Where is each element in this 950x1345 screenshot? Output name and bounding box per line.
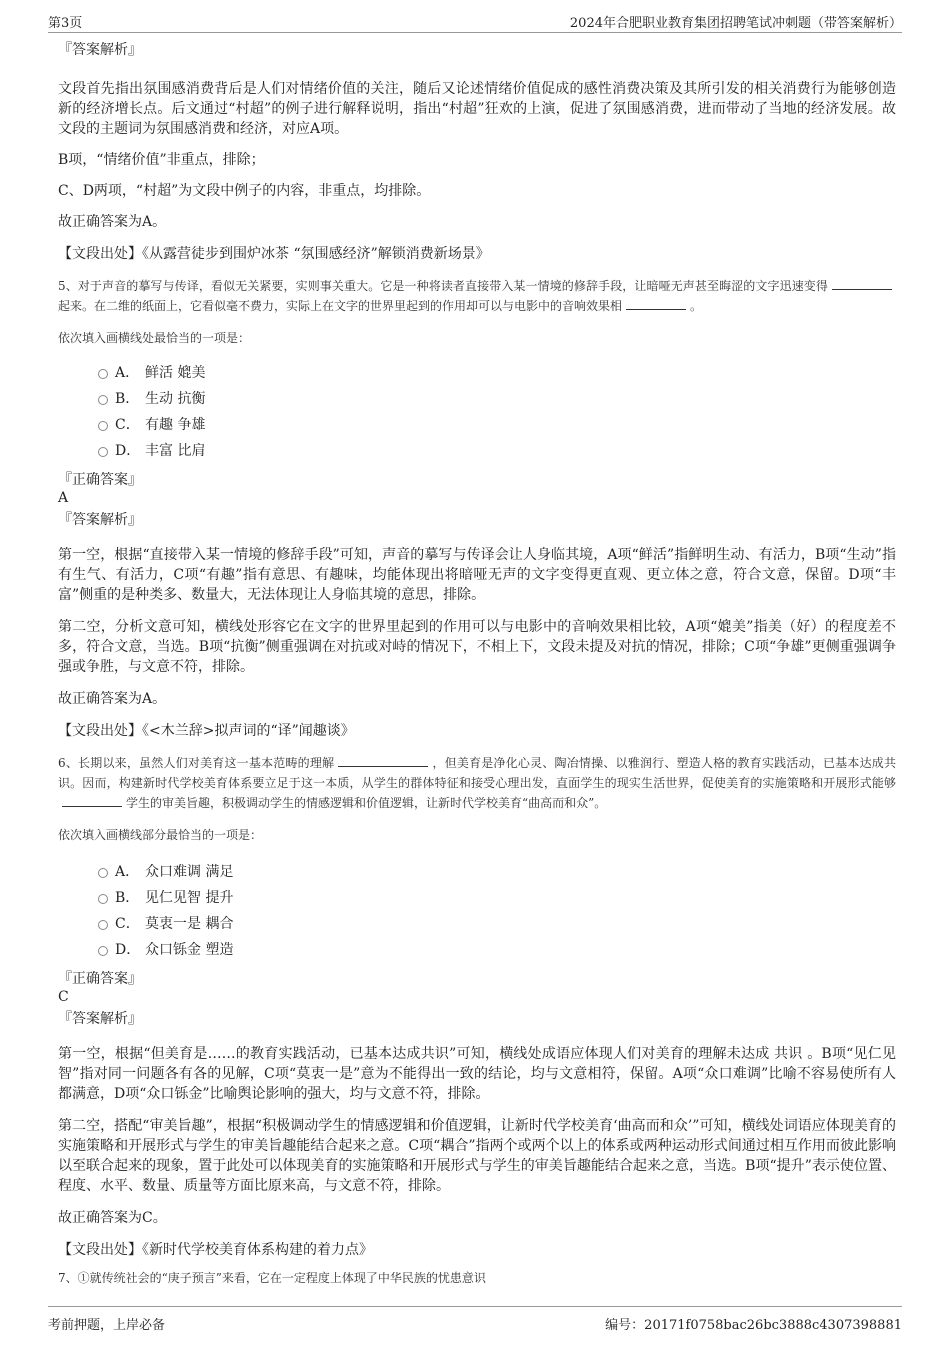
q5-correct-label: 『正确答案』: [58, 472, 142, 488]
q5-blank-1: [832, 277, 892, 290]
q6-correct-label: 『正确答案』: [58, 971, 142, 987]
option-text: 见仁见智 提升: [145, 890, 234, 906]
q5-analysis-p1: 第一空，根据“直接带入某一情境的修辞手段”可知，声音的摹写与传译会让人身临其境，A项“鲜活”指鲜明生动、有活力，B项“生动”指有生气、有活力，C项“有趣”指有意思、有趣味，均能体现出将暗哑无声的文字变得更直观、更立体之意，符合文意，保留。D项“丰富”侧重的是种类多、数量大，无法体现让人身临其境的意思，排除。: [58, 547, 896, 603]
document-title: 2024年合肥职业教育集团招聘笔试冲刺题（带答案解析）: [569, 16, 902, 31]
q4-analysis-p1: 文段首先指出氛围感消费背后是人们对情绪价值的关注，随后又论述情绪价值促成的感性消费决策及其所引发的相关消费行为能够创造新的经济增长点。后文通过“村超”的例子进行解释说明，指出“村超”狂欢的上演，促进了氛围感消费，进而带动了当地的经济发展。故文段的主题词为氛围感消费和经济，对应A项。: [58, 81, 896, 137]
q6-blank-1: [338, 754, 428, 767]
q5-option-a[interactable]: [58, 360, 896, 386]
q6-analysis-label: 『答案解析』: [58, 1011, 142, 1027]
page-header: [48, 10, 902, 33]
q5-stem: [58, 276, 896, 316]
q4-analysis-p2: B项，“情绪价值”非重点，排除；: [58, 152, 265, 168]
q6-analysis-p2: 第二空，搭配“审美旨趣”，根据“积极调动学生的情感逻辑和价值逻辑，让新时代学校美育‘曲高而和众’”可知，横线处词语应体现美育的实施策略和开展形式与学生的审美旨趣能结合起来之意。C项“耦合”指两个或两个以上的体系或两种运动形式间通过相互作用而彼此影响以至联合起来的现象，置于此处可以体现美育的实施策略和开展形式与学生的审美旨趣能结合起来之意，当选。B项“提升”表示使位置、程度、水平、数量、质量等方面比原来高，与文意不符，排除。: [58, 1118, 896, 1194]
q6-stem-part-c: 学生的审美旨趣，积极调动学生的情感逻辑和价值逻辑，让新时代学校美育“曲高而和众”。: [126, 796, 607, 810]
q5-blank-2: [626, 297, 686, 310]
q6-source: 【文段出处】《新时代学校美育体系构建的着力点》: [58, 1242, 373, 1258]
option-text: 鲜活 媲美: [145, 365, 206, 381]
q4-source: 【文段出处】《从露营徒步到围炉冰茶 “氛围感经济”解锁消费新场景》: [58, 246, 490, 262]
q5-option-c[interactable]: [58, 412, 896, 438]
q6-stem: [58, 753, 896, 813]
q5-option-b[interactable]: [58, 386, 896, 412]
option-text: 有趣 争雄: [145, 417, 206, 433]
q5-analysis-p2: 第二空，分析文意可知，横线处形容它在文字的世界里起到的作用可以与电影中的音响效果相比较，A项“媲美”指美（好）的程度差不多，符合文意，当选。B项“抗衡”侧重强调在对抗或对峙的情况下，不相上下，文段未提及对抗的情况，排除；C项“争雄”更侧重强调争强或争胜，与文意不符，排除。: [58, 619, 896, 675]
q5-source: 【文段出处】《<木兰辞>拟声词的“译”闻趣谈》: [58, 723, 355, 739]
footer-slogan: 考前押题，上岸必备: [48, 1318, 166, 1333]
q5-analysis-label: 『答案解析』: [58, 512, 142, 528]
q4-analysis-p3: C、D两项，“村超”为文段中例子的内容，非重点，均排除。: [58, 183, 431, 199]
q4-conclusion: 故正确答案为A。: [58, 214, 167, 230]
radio-icon[interactable]: [98, 946, 108, 956]
document-code: 编号：20171f0758bac26bc3888c4307398881: [605, 1318, 902, 1333]
option-text: 众口难调 满足: [145, 864, 234, 880]
option-letter: A．: [115, 365, 140, 381]
option-text: 生动 抗衡: [145, 391, 206, 407]
q7-stem: 7、①就传统社会的“庚子预言”来看，它在一定程度上体现了中华民族的忧患意识: [58, 1271, 486, 1285]
q5-options: [58, 360, 896, 464]
document-body: [58, 40, 896, 1288]
radio-icon[interactable]: [98, 920, 108, 930]
q6-instruction: 依次填入画横线部分最恰当的一项是：: [58, 828, 263, 842]
q6-option-b[interactable]: [58, 885, 896, 911]
option-text: 丰富 比肩: [145, 443, 206, 459]
radio-icon[interactable]: [98, 868, 108, 878]
q5-option-d[interactable]: [58, 438, 896, 464]
option-letter: A．: [115, 864, 140, 880]
option-letter: B．: [115, 391, 140, 407]
page-footer: [48, 1306, 902, 1335]
radio-icon[interactable]: [98, 421, 108, 431]
option-letter: B．: [115, 890, 140, 906]
q5-instruction: 依次填入画横线处最恰当的一项是：: [58, 331, 251, 345]
q6-conclusion: 故正确答案为C。: [58, 1210, 167, 1226]
q6-options: [58, 859, 896, 963]
radio-icon[interactable]: [98, 447, 108, 457]
option-letter: D．: [115, 443, 141, 459]
page-number: 第3页: [48, 16, 83, 31]
q6-blank-2: [62, 794, 122, 807]
q6-stem-part-b: ，但美育是净化心灵、陶冶情操、以雅润行、塑造人格的教育实践活动，已基本达成共识。因而，构建新时代学校美育体系要立足于这一本质，从学生的群体特征和接受心理出发，直面学生的现实生活世界，促使美育的实施策略和开展形式能够: [58, 756, 896, 790]
radio-icon[interactable]: [98, 369, 108, 379]
q5-conclusion: 故正确答案为A。: [58, 691, 167, 707]
q6-option-a[interactable]: [58, 859, 896, 885]
q5-stem-part-a: 5、对于声音的摹写与传译，看似无关紧要，实则事关重大。它是一种将读者直接带入某一情境的修辞手段，让暗哑无声甚至晦涩的文字迅速变得: [58, 279, 828, 293]
q6-analysis-p1: 第一空，根据“但美育是……的教育实践活动，已基本达成共识”可知，横线处成语应体现人们对美育的理解未达成 共识 。B项“见仁见智”指对同一问题各有各的见解，C项“莫衷一是”意为不能得出一致的结论，均与文意相符，保留。A项“众口难调”比喻不容易使所有人都满意，D项“众口铄金”比喻舆论影响的强大，均与文意不符，排除。: [58, 1046, 896, 1102]
option-letter: C．: [115, 417, 140, 433]
q6-stem-part-a: 6、长期以来，虽然人们对美育这一基本范畴的理解: [58, 756, 335, 770]
radio-icon[interactable]: [98, 894, 108, 904]
q4-analysis-label: 『答案解析』: [58, 42, 142, 58]
option-text: 众口铄金 塑造: [145, 942, 234, 958]
option-letter: C．: [115, 916, 140, 932]
option-text: 莫衷一是 耦合: [145, 916, 234, 932]
option-letter: D．: [115, 942, 141, 958]
radio-icon[interactable]: [98, 395, 108, 405]
q6-option-c[interactable]: [58, 911, 896, 937]
q5-correct-answer: A: [58, 490, 69, 506]
q6-correct-answer: C: [58, 989, 69, 1005]
q5-stem-part-c: 。: [690, 299, 703, 313]
q5-stem-part-b: 起来。在二维的纸面上，它看似毫不费力，实际上在文字的世界里起到的作用却可以与电影中的音响效果相: [58, 299, 623, 313]
q6-option-d[interactable]: [58, 937, 896, 963]
